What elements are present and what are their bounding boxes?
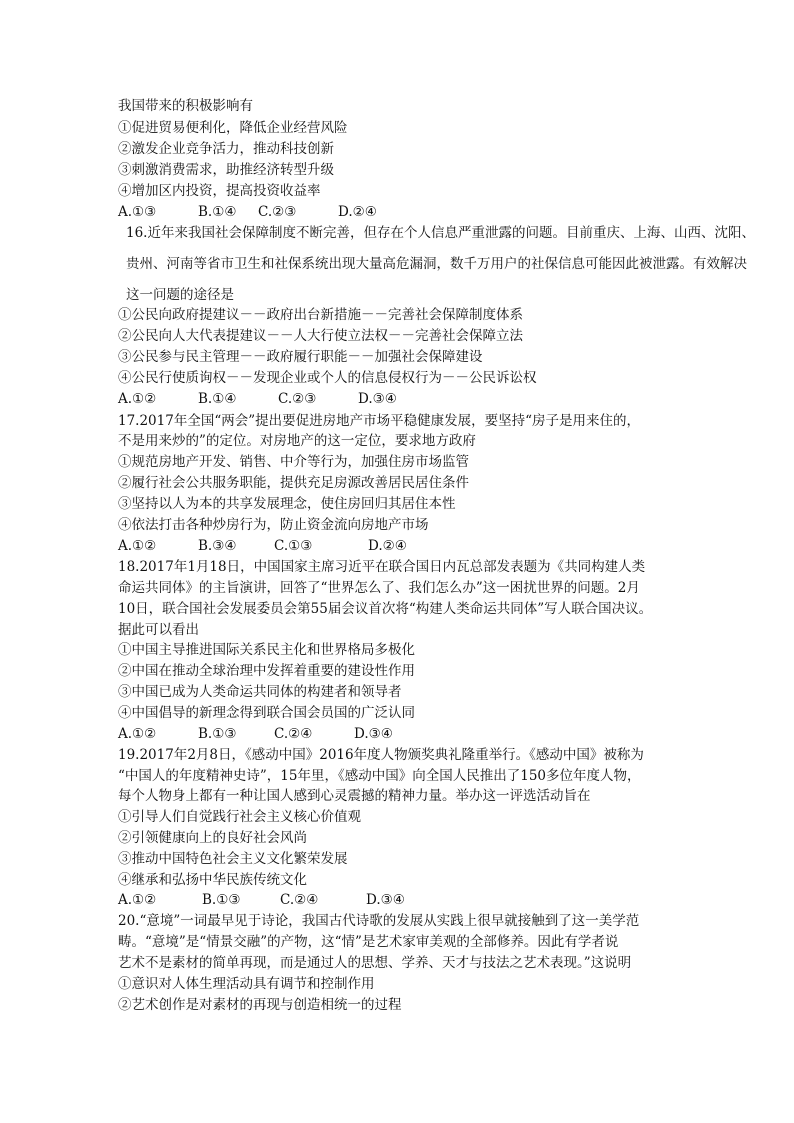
q17-option-2: ②履行社会公共服务职能，提供充足房源改善居民居住条件 <box>118 475 469 491</box>
q17-option-3: ③坚持以人为本的共享发展理念，使住房回归其居住本性 <box>118 496 456 512</box>
q18-option-2: ②中国在推动全球治理中发挥着重要的建设性作用 <box>118 663 415 679</box>
choice-d: D.②④ <box>338 204 377 220</box>
q18-stem-line2: 命运共同体》的主旨演讲，回答了“世界怎么了、我们怎么办”这一困扰世界的问题。2月 <box>118 580 640 596</box>
choice-b: B.①④ <box>198 204 237 220</box>
choice-a: A.①② <box>118 391 157 407</box>
choice-c: C.②④ <box>274 726 313 742</box>
q15-option-1: ①促进贸易便利化，降低企业经营风险 <box>118 120 348 136</box>
q19-stem-line2: “中国人的年度精神史诗”，15年里，《感动中国》向全国人民推出了150多位年度人物， <box>118 768 641 784</box>
q18-option-4: ④中国倡导的新理念得到联合国会员国的广泛认同 <box>118 705 415 721</box>
q19-answer-choices <box>118 890 405 910</box>
q17-answer-choices <box>118 536 407 556</box>
q19-option-3: ③推动中国特色社会主义文化繁荣发展 <box>118 851 348 867</box>
q18-stem-line1: 18.2017年1月18日，中国国家主席习近平在联合国日内瓦总部发表题为《共同构建人类 <box>118 559 646 575</box>
choice-d: D.③④ <box>358 391 397 407</box>
choice-a: A.①② <box>118 538 157 554</box>
q15-option-2: ②激发企业竞争活力，推动科技创新 <box>118 141 334 157</box>
choice-d: D.③④ <box>366 892 405 908</box>
q20-option-1: ①意识对人体生理活动具有调节和控制作用 <box>118 976 375 992</box>
q16-stem-line1: 16.近年来我国社会保障制度不断完善，但存在个人信息严重泄露的问题。目前重庆、上海、山西、沈阳、 <box>126 225 755 241</box>
q16-stem-line2: 贵州、河南等省市卫生和社保系统出现大量高危漏洞，数千万用户的社保信息可能因此被泄露。有效解决 <box>126 256 747 272</box>
choice-a: A.①② <box>118 726 157 742</box>
choice-b: B.③④ <box>198 538 237 554</box>
q16-option-1: ①公民向政府提建议－－政府出台新措施－－完善社会保障制度体系 <box>118 307 523 323</box>
q15-stem-tail: 我国带来的积极影响有 <box>118 98 253 114</box>
q17-option-1: ①规范房地产开发、销售、中介等行为，加强住房市场监管 <box>118 454 469 470</box>
q20-stem-line1: 20.“意境”一词最早见于诗论，我国古代诗歌的发展从实践上很早就接触到了这一美学范 <box>118 913 640 929</box>
q18-stem-line4: 据此可以看出 <box>118 622 199 638</box>
q15-answer-choices <box>118 202 377 222</box>
choice-c: C.①③ <box>274 538 313 554</box>
q20-option-2: ②艺术创作是对素材的再现与创造相统一的过程 <box>118 997 402 1013</box>
q19-option-2: ②引领健康向上的良好社会风尚 <box>118 830 307 846</box>
q17-stem-line2: 不是用来炒的”的定位。对房地产的这一定位，要求地方政府 <box>118 433 476 449</box>
q18-option-1: ①中国主导推进国际关系民主化和世界格局多极化 <box>118 642 415 658</box>
choice-b: B.①③ <box>202 892 241 908</box>
q19-stem-line1: 19.2017年2月8日，《感动中国》2016年度人物颁奖典礼隆重举行。《感动中国》被称为 <box>118 747 644 763</box>
choice-b: B.①③ <box>198 726 237 742</box>
q16-option-3: ③公民参与民主管理－－政府履行职能－－加强社会保障建设 <box>118 349 483 365</box>
choice-a: A.①③ <box>118 204 157 220</box>
choice-d: D.③④ <box>354 726 393 742</box>
q16-option-2: ②公民向人大代表提建议－－人大行使立法权－－完善社会保障立法 <box>118 328 523 344</box>
q18-option-3: ③中国已成为人类命运共同体的构建者和领导者 <box>118 684 402 700</box>
choice-c: C.②④ <box>280 892 319 908</box>
q16-stem-line3: 这一问题的途径是 <box>126 287 234 303</box>
q20-stem-line3: 艺术不是素材的简单再现，而是通过人的思想、学养、天才与技法之艺术表现。”这说明 <box>118 955 632 971</box>
q17-option-4: ④依法打击各种炒房行为，防止资金流向房地产市场 <box>118 517 429 533</box>
q19-option-4: ④继承和弘扬中华民族传统文化 <box>118 872 307 888</box>
choice-b: B.①④ <box>198 391 237 407</box>
choice-c: C.②③ <box>278 391 317 407</box>
q16-answer-choices <box>118 389 397 409</box>
q16-option-4: ④公民行使质询权－－发现企业或个人的信息侵权行为－－公民诉讼权 <box>118 370 537 386</box>
q17-stem-line1: 17.2017年全国“两会”提出要促进房地产市场平稳健康发展，要坚持“房子是用来住的， <box>118 413 641 429</box>
q15-option-4: ④增加区内投资，提高投资收益率 <box>118 183 321 199</box>
q18-stem-line3: 10日，联合国社会发展委员会第55届会议首次将“构建人类命运共同体”写人联合国决议。 <box>118 601 653 617</box>
q19-option-1: ①引导人们自觉践行社会主义核心价值观 <box>118 809 361 825</box>
q20-stem-line2: 畴。“意境”是“情景交融”的产物，这“情”是艺术家审美观的全部修养。因此有学者说 <box>118 934 619 950</box>
q19-stem-line3: 每个人物身上都有一种让国人感到心灵震撼的精神力量。举办这一评选活动旨在 <box>118 788 591 804</box>
q18-answer-choices <box>118 724 393 744</box>
choice-d: D.②④ <box>368 538 407 554</box>
choice-c: C.②③ <box>258 204 297 220</box>
q15-option-3: ③刺激消费需求，助推经济转型升级 <box>118 162 334 178</box>
choice-a: A.①② <box>118 892 157 908</box>
